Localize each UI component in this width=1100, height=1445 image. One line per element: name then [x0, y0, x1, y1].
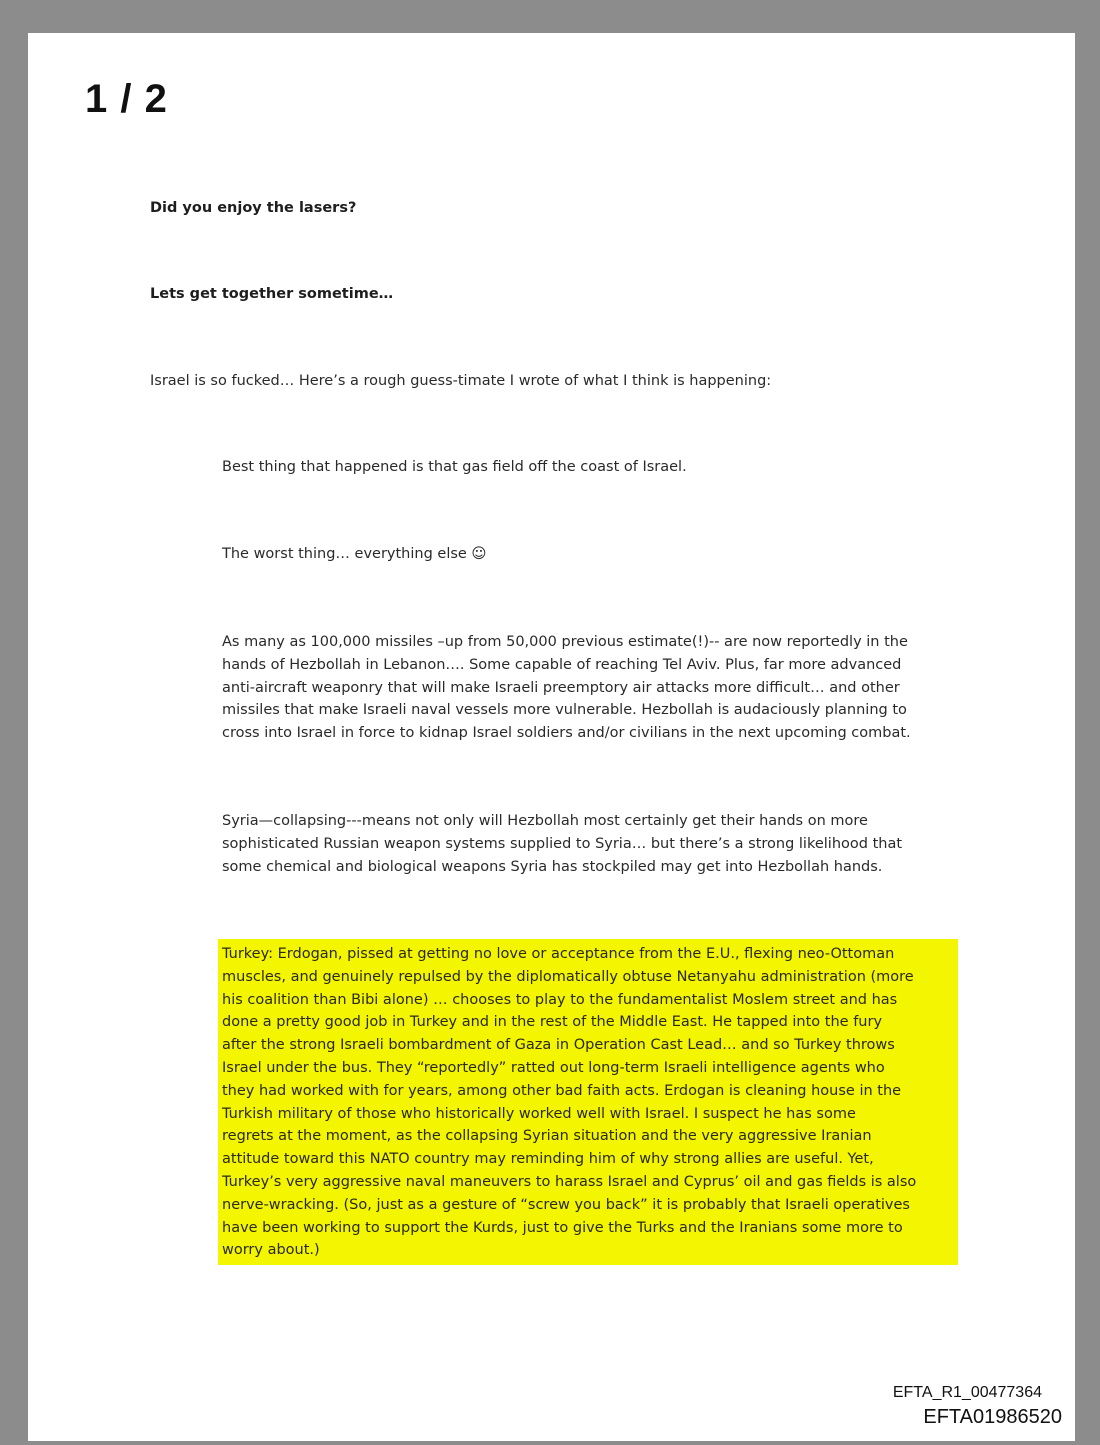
paragraph-line: they had worked with for years, among other bad faith acts. Erdogan is cleaning house in the [222, 1082, 902, 1099]
paragraph-line: Turkey: Erdogan, pissed at getting no love or acceptance from the E.U., flexing neo-Ottoman [222, 946, 895, 962]
paragraph-line: anti-aircraft weaponry that will make Israeli preemptory air attacks more difficult… and other [222, 679, 900, 696]
syria-paragraph [222, 810, 962, 878]
document-page [28, 33, 1075, 1441]
turkey-paragraph [222, 943, 962, 1262]
paragraph-line: done a pretty good job in Turkey and in the rest of the Middle East. He tapped into the fury [222, 1014, 883, 1031]
paragraph-line: regrets at the moment, as the collapsing Syrian situation and the very aggressive Iranian [222, 1128, 872, 1145]
paragraph-line: Israel under the bus. They “reportedly” ratted out long-term Israeli intelligence agents who [222, 1059, 885, 1076]
paragraph-line: worry about.) [222, 1242, 320, 1259]
paragraph-line: cross into Israel in force to kidnap Israel soldiers and/or civilians in the next upcoming combat. [222, 725, 911, 742]
paragraph-line: some chemical and biological weapons Syria has stockpiled may get into Hezbollah hands. [222, 858, 883, 875]
paragraph-line: have been working to support the Kurds, just to give the Turks and the Iranians some more to [222, 1219, 903, 1236]
greeting-get-together: Lets get together sometime… [150, 286, 394, 302]
greeting-lasers: Did you enjoy the lasers? [150, 200, 357, 216]
bates-number-primary: EFTA01986520 [923, 1406, 1062, 1428]
paragraph-line: missiles that make Israeli naval vessels more vulnerable. Hezbollah is audaciously planning to [222, 702, 907, 719]
worst-thing-line: The worst thing… everything else ☺ [222, 546, 487, 562]
intro-line: Israel is so fucked… Here’s a rough guess-timate I wrote of what I think is happening: [150, 373, 772, 389]
paragraph-line: As many as 100,000 missiles –up from 50,000 previous estimate(!)-- are now reportedly in the [222, 634, 908, 650]
paragraph-line: sophisticated Russian weapon systems supplied to Syria… but there’s a strong likelihood that [222, 835, 903, 852]
paragraph-line: hands of Hezbollah in Lebanon…. Some capable of reaching Tel Aviv. Plus, far more advanced [222, 656, 902, 673]
paragraph-line: Turkish military of those who historically worked well with Israel. I suspect he has some [222, 1105, 856, 1122]
hezbollah-paragraph [222, 631, 962, 745]
paragraph-line: attitude toward this NATO country may reminding him of why strong allies are useful. Yet, [222, 1151, 874, 1168]
paragraph-line: Turkey’s very aggressive naval maneuvers to harass Israel and Cyprus’ oil and gas fields is also [222, 1173, 917, 1190]
paragraph-line: nerve-wracking. (So, just as a gesture of “screw you back” it is probably that Israeli operatives [222, 1196, 910, 1213]
paragraph-line: muscles, and genuinely repulsed by the diplomatically obtuse Netanyahu administration (more [222, 968, 914, 985]
paragraph-line: Syria—collapsing---means not only will Hezbollah most certainly get their hands on more [222, 813, 868, 829]
best-thing-line: Best thing that happened is that gas field off the coast of Israel. [222, 459, 687, 475]
page-number: 1 / 2 [85, 77, 168, 121]
bates-number-secondary: EFTA_R1_00477364 [892, 1384, 1042, 1401]
paragraph-line: his coalition than Bibi alone) … chooses to play to the fundamentalist Moslem street and has [222, 991, 898, 1008]
paragraph-line: after the strong Israeli bombardment of Gaza in Operation Cast Lead… and so Turkey throws [222, 1037, 895, 1054]
